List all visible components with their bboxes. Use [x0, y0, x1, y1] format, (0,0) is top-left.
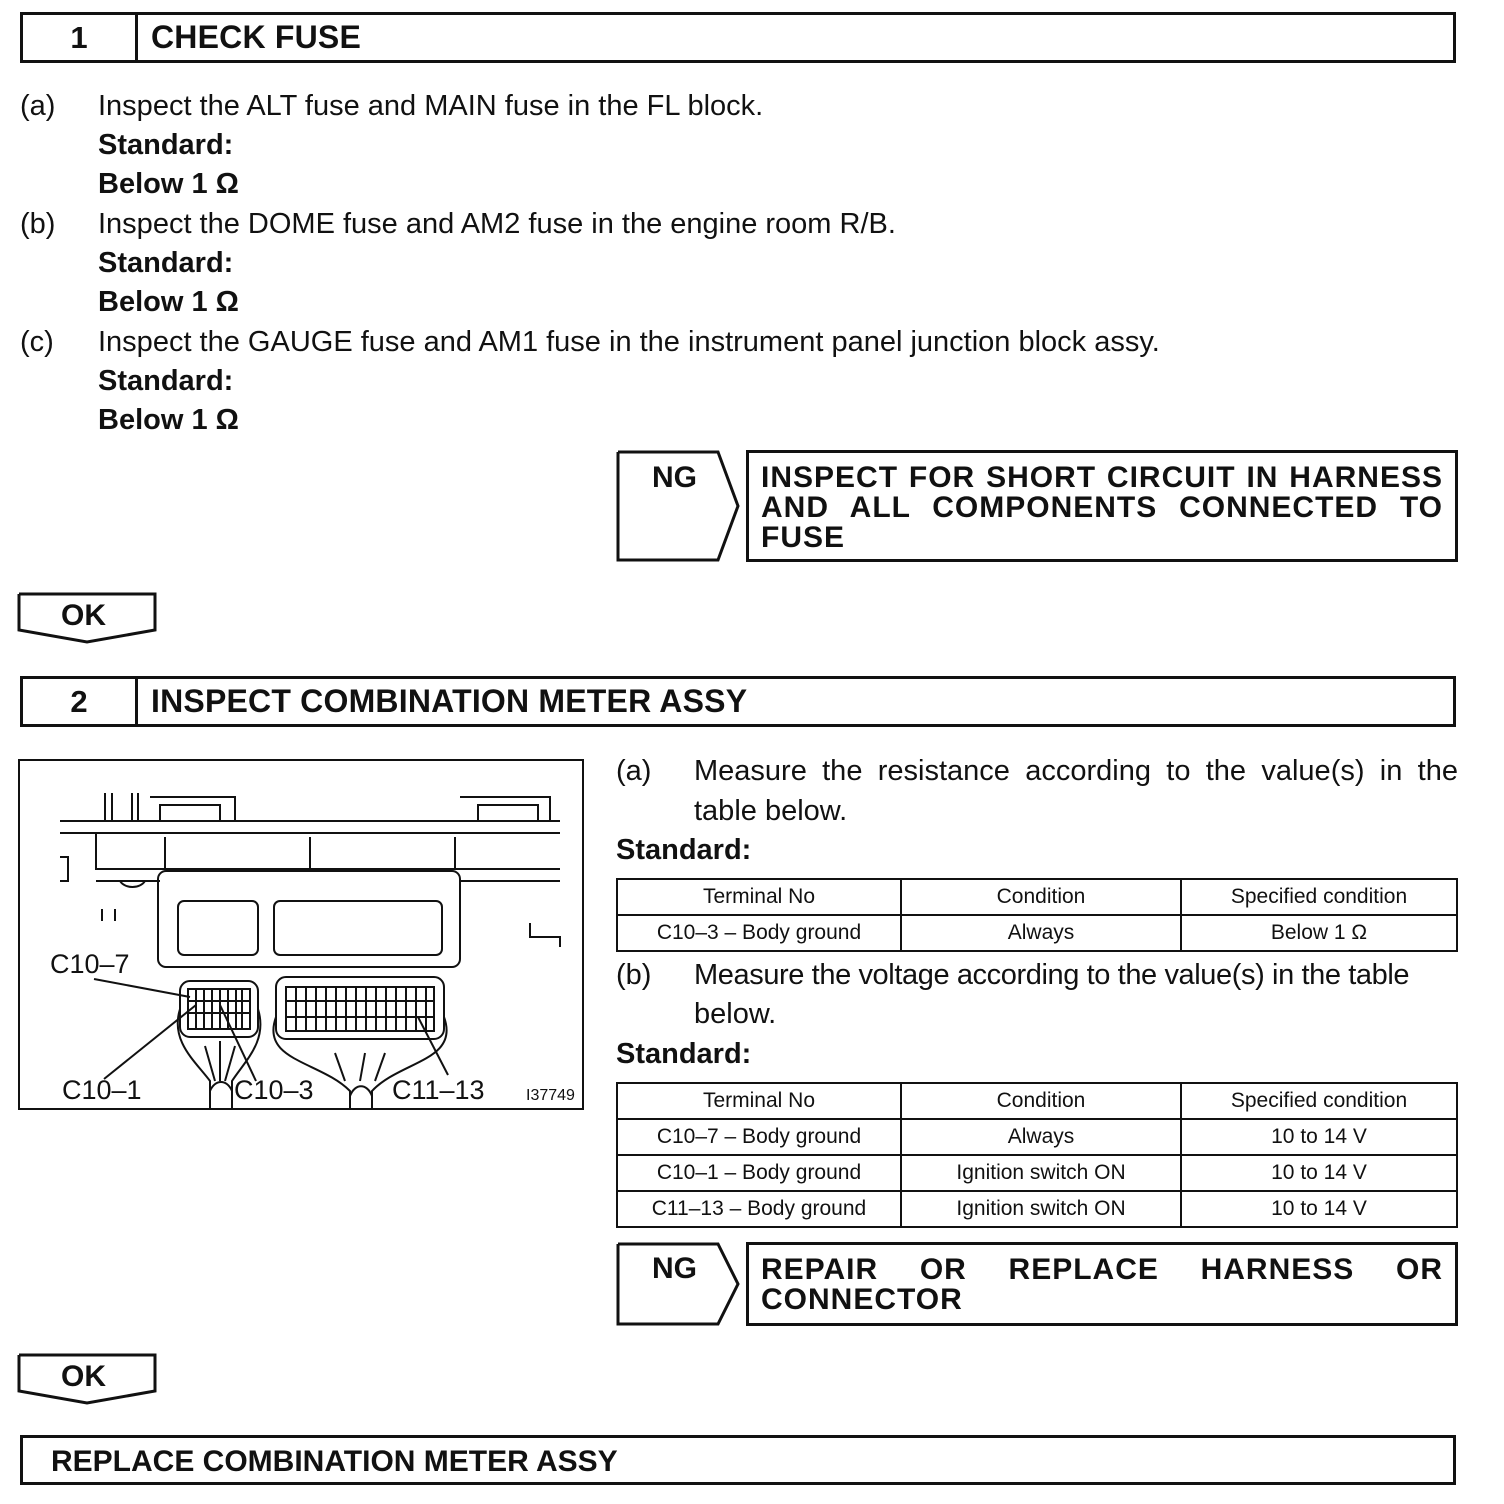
- table-header: Specified condition: [1181, 879, 1457, 915]
- item-label: (c): [20, 326, 54, 358]
- connector-illustration: [20, 761, 584, 1110]
- step-title: INSPECT COMBINATION METER ASSY: [151, 683, 748, 719]
- standard-label: Standard:: [616, 1038, 752, 1070]
- figure-id: I37749: [526, 1087, 575, 1104]
- item-label: (a): [20, 90, 56, 122]
- step-number: 1: [23, 15, 138, 60]
- item-text: Measure the resistance according to the value(s) in the: [694, 755, 1458, 787]
- standard-value: Below 1 Ω: [98, 286, 239, 318]
- ng-action-line: AND ALL COMPONENTS CONNECTED TO: [761, 491, 1443, 524]
- table-header-row: [617, 1083, 1457, 1119]
- table-header: Terminal No: [617, 879, 901, 915]
- table-cell: Ignition switch ON: [901, 1155, 1181, 1191]
- item-label: (b): [616, 959, 652, 991]
- item-text: below.: [694, 998, 777, 1030]
- ng-action-line: REPAIR OR REPLACE HARNESS OR: [761, 1253, 1443, 1286]
- ng-label: NG: [652, 1252, 697, 1285]
- table-header: Terminal No: [617, 1083, 901, 1119]
- item-text: Inspect the DOME fuse and AM2 fuse in the engine room R/B.: [98, 208, 896, 240]
- table-header-row: [617, 879, 1457, 915]
- table-cell: Ignition switch ON: [901, 1191, 1181, 1227]
- connector-label-c10-7: C10–7: [50, 949, 130, 979]
- combination-meter-figure: [18, 759, 584, 1110]
- item-label: (a): [616, 755, 652, 787]
- table-cell: Below 1 Ω: [1181, 915, 1457, 951]
- ok-label: OK: [61, 599, 106, 632]
- ng-label: NG: [652, 461, 697, 494]
- table-row: [617, 1191, 1457, 1227]
- table-cell: Always: [901, 915, 1181, 951]
- final-action-title: REPLACE COMBINATION METER ASSY: [51, 1445, 618, 1478]
- step-number: 2: [23, 679, 138, 724]
- step-title: CHECK FUSE: [151, 19, 362, 55]
- standard-label: Standard:: [98, 129, 234, 161]
- resistance-spec-table: [616, 878, 1458, 952]
- item-text: Measure the voltage according to the value(s) in the table: [694, 959, 1410, 991]
- item-text: Inspect the GAUGE fuse and AM1 fuse in the instrument panel junction block assy.: [98, 326, 1160, 358]
- table-cell: 10 to 14 V: [1181, 1119, 1457, 1155]
- table-header: Specified condition: [1181, 1083, 1457, 1119]
- table-header: Condition: [901, 1083, 1181, 1119]
- standard-value: Below 1 Ω: [98, 404, 239, 436]
- ng-action-box: [746, 1242, 1458, 1326]
- table-row: [617, 1119, 1457, 1155]
- item-text: Inspect the ALT fuse and MAIN fuse in the FL block.: [98, 90, 764, 122]
- standard-label: Standard:: [98, 247, 234, 279]
- connector-label-c11-13: C11–13: [392, 1075, 485, 1105]
- ng-action-box: [746, 450, 1458, 562]
- table-header: Condition: [901, 879, 1181, 915]
- item-label: (b): [20, 208, 56, 240]
- table-cell: C10–3 – Body ground: [617, 915, 901, 951]
- table-cell: C11–13 – Body ground: [617, 1191, 901, 1227]
- table-cell: 10 to 14 V: [1181, 1191, 1457, 1227]
- step-2-header: [20, 676, 1456, 727]
- table-cell: Always: [901, 1119, 1181, 1155]
- ng-action-line: INSPECT FOR SHORT CIRCUIT IN HARNESS: [761, 461, 1443, 494]
- ok-label: OK: [61, 1360, 106, 1393]
- table-cell: C10–7 – Body ground: [617, 1119, 901, 1155]
- standard-value: Below 1 Ω: [98, 168, 239, 200]
- ng-action-line: FUSE: [761, 521, 846, 554]
- standard-label: Standard:: [98, 365, 234, 397]
- connector-label-c10-1: C10–1: [62, 1075, 142, 1105]
- connector-label-c10-3: C10–3: [234, 1075, 314, 1105]
- item-text: table below.: [694, 795, 848, 827]
- table-cell: C10–1 – Body ground: [617, 1155, 901, 1191]
- final-action-box: [20, 1435, 1456, 1485]
- ng-action-line: CONNECTOR: [761, 1283, 963, 1316]
- table-row: [617, 915, 1457, 951]
- table-cell: 10 to 14 V: [1181, 1155, 1457, 1191]
- standard-label: Standard:: [616, 834, 752, 866]
- step-1-header: [20, 12, 1456, 63]
- table-row: [617, 1155, 1457, 1191]
- voltage-spec-table: [616, 1082, 1458, 1228]
